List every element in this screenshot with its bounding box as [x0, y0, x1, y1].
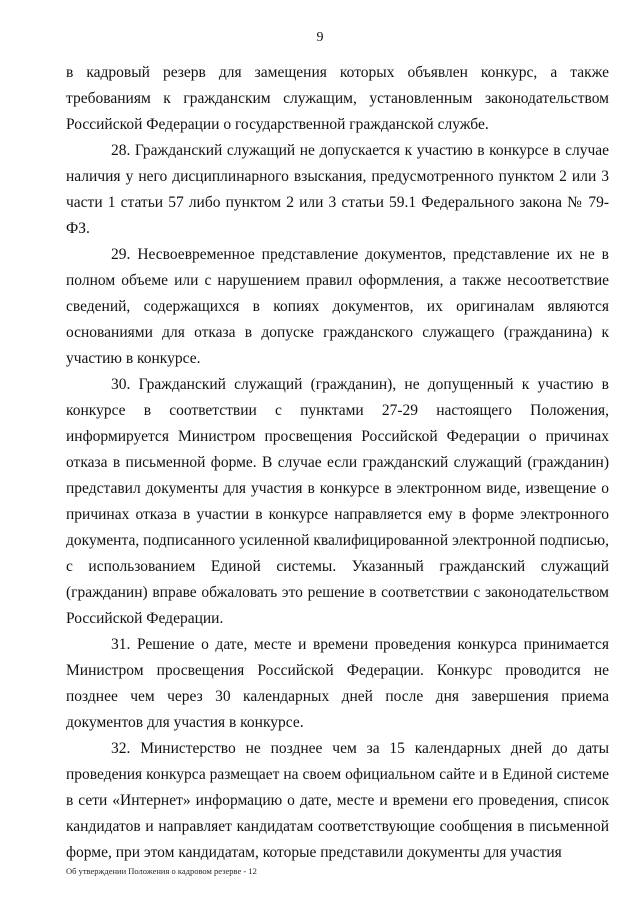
paragraph-29: 29. Несвоевременное представление документов, представление их не в полном объеме или с нарушением правил оформления, а также несоответствие сведений, содержащихся в копиях документов, их оригиналам являются основаниями для отказа в допуске гражданского служащего (гражданина) к участию в конкурсе. — [66, 246, 609, 367]
paragraph-30: 30. Гражданский служащий (гражданин), не допущенный к участию в конкурсе в соответствии с пунктами 27-29 настоящего Положения, информируется Министром просвещения Российской Федерации о причинах отказа в письменной форме. В случае если гражданский служащий (гражданин) представил документы для участия в конкурсе в электронном виде, извещение о причинах отказа в участии в конкурсе направляется ему в форме электронного документа, подписанного усиленной квалифицированной электронной подписью, с использованием Единой системы. Указанный гражданский служащий (гражданин) вправе обжаловать это решение в соответствии с законодательством Российской Федерации. — [66, 376, 609, 627]
paragraph-32: 32. Министерство не позднее чем за 15 календарных дней до даты проведения конкурса размещает на своем официальном сайте и в Единой системе в сети «Интернет» информацию о дате, месте и времени его проведения, список кандидатов и направляет кандидатам соответствующие сообщения в письменной форме, при этом кандидатам, которые представили документы для участия — [66, 740, 609, 861]
paragraph-31: 31. Решение о дате, месте и времени проведения конкурса принимается Министром просвещения Российской Федерации. Конкурс проводится не позднее чем через 30 календарных дней после дня завершения приема документов для участия в конкурсе. — [66, 636, 609, 731]
document-body — [66, 60, 609, 866]
page-number: 9 — [316, 30, 324, 45]
paragraph-28: 28. Гражданский служащий не допускается к участию в конкурсе в случае наличия у него дисциплинарного взыскания, предусмотренного пунктом 2 или 3 части 1 статьи 57 либо пунктом 2 или 3 статьи 59.1 Федерального закона № 79-ФЗ. — [66, 142, 609, 237]
page-footer: Об утверждении Положения о кадровом резерве - 12 — [66, 866, 257, 876]
paragraph-continuation: в кадровый резерв для замещения которых объявлен конкурс, а также требованиям к гражданским служащим, установленным законодательством Российской Федерации о государственной гражданской службе. — [66, 64, 609, 133]
